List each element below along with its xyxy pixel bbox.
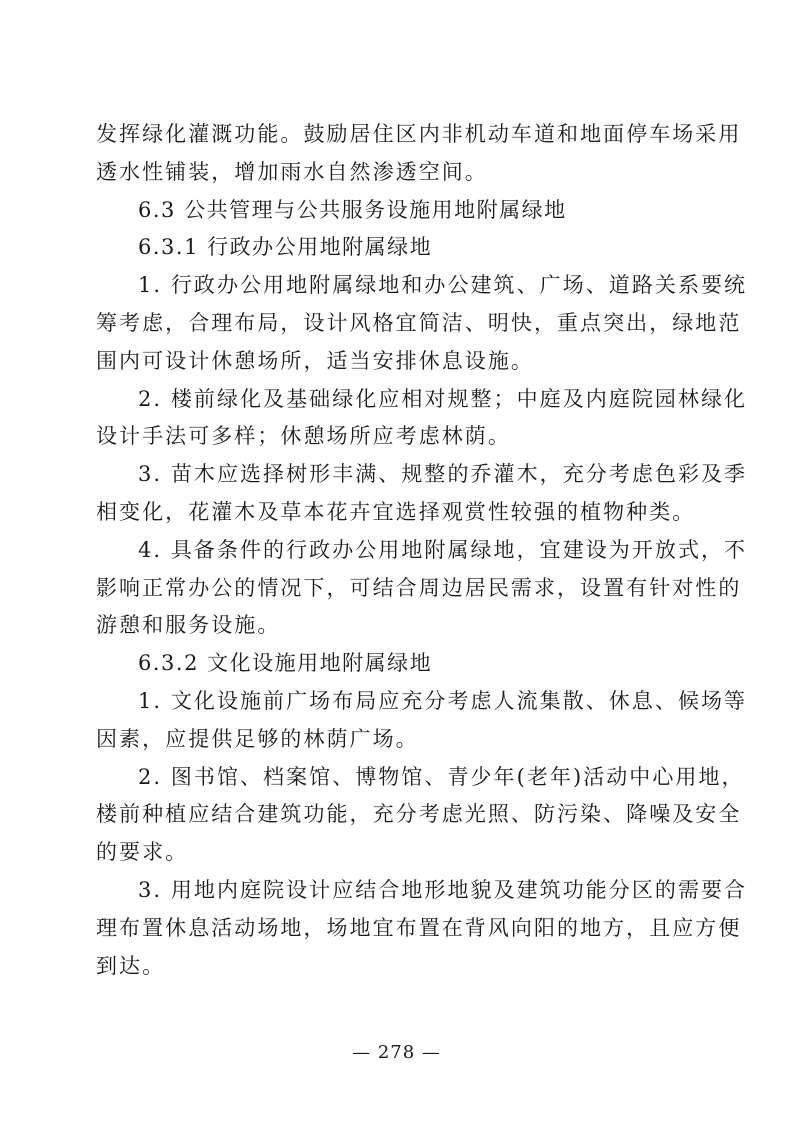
paragraph-line: 发挥绿化灌溉功能。鼓励居住区内非机动车道和地面停车场采用 [96,122,742,146]
paragraph-line: 理布置休息活动场地，场地宜布置在背风向阳的地方，且应方便 [96,915,742,940]
paragraph-line: 透水性铺装，增加雨水自然渗透空间。 [96,159,488,184]
paragraph-line: 设计手法可多样；休憩场所应考虑林荫。 [96,424,511,449]
subsection-heading-6-3-1: 6.3.1 行政办公用地附属绿地 [138,235,433,260]
list-item-line: 4. 具备条件的行政办公用地附属绿地，宜建设为开放式，不 [138,537,748,562]
list-item-line: 3. 苗木应选择树形丰满、规整的乔灌木，充分考虑色彩及季 [138,462,748,487]
list-item-line: 1. 文化设施前广场布局应充分考虑人流集散、休息、候场等 [138,688,748,713]
paragraph-line: 影响正常办公的情况下，可结合周边居民需求，设置有针对性的 [96,575,742,600]
paragraph-line: 楼前种植应结合建筑功能，充分考虑光照、防污染、降噪及安全 [96,802,742,827]
paragraph-line: 的要求。 [96,840,189,865]
subsection-heading-6-3-2: 6.3.2 文化设施用地附属绿地 [138,651,433,676]
paragraph-line: 游憩和服务设施。 [96,613,281,638]
section-heading-6-3: 6.3 公共管理与公共服务设施用地附属绿地 [138,197,567,222]
list-item-line: 3. 用地内庭院设计应结合地形地貌及建筑功能分区的需要合 [138,877,748,902]
paragraph-line: 到达。 [96,953,166,978]
list-item-line: 2. 楼前绿化及基础绿化应相对规整；中庭及内庭院园林绿化 [138,386,748,411]
list-item-line: 1. 行政办公用地附属绿地和办公建筑、广场、道路关系要统 [138,273,748,298]
page-number: — 278 — [352,1042,441,1063]
list-item-line: 2. 图书馆、档案馆、博物馆、青少年(老年)活动中心用地， [138,764,745,789]
body-text [96,116,748,985]
paragraph-line: 围内可设计休憩场所，适当安排休息设施。 [96,348,534,373]
paragraph-line: 筹考虑，合理布局，设计风格宜简洁、明快，重点突出，绿地范 [96,310,742,335]
paragraph-line: 相变化，花灌木及草本花卉宜选择观赏性较强的植物种类。 [96,499,696,524]
paragraph-line: 因素，应提供足够的林荫广场。 [96,726,419,751]
